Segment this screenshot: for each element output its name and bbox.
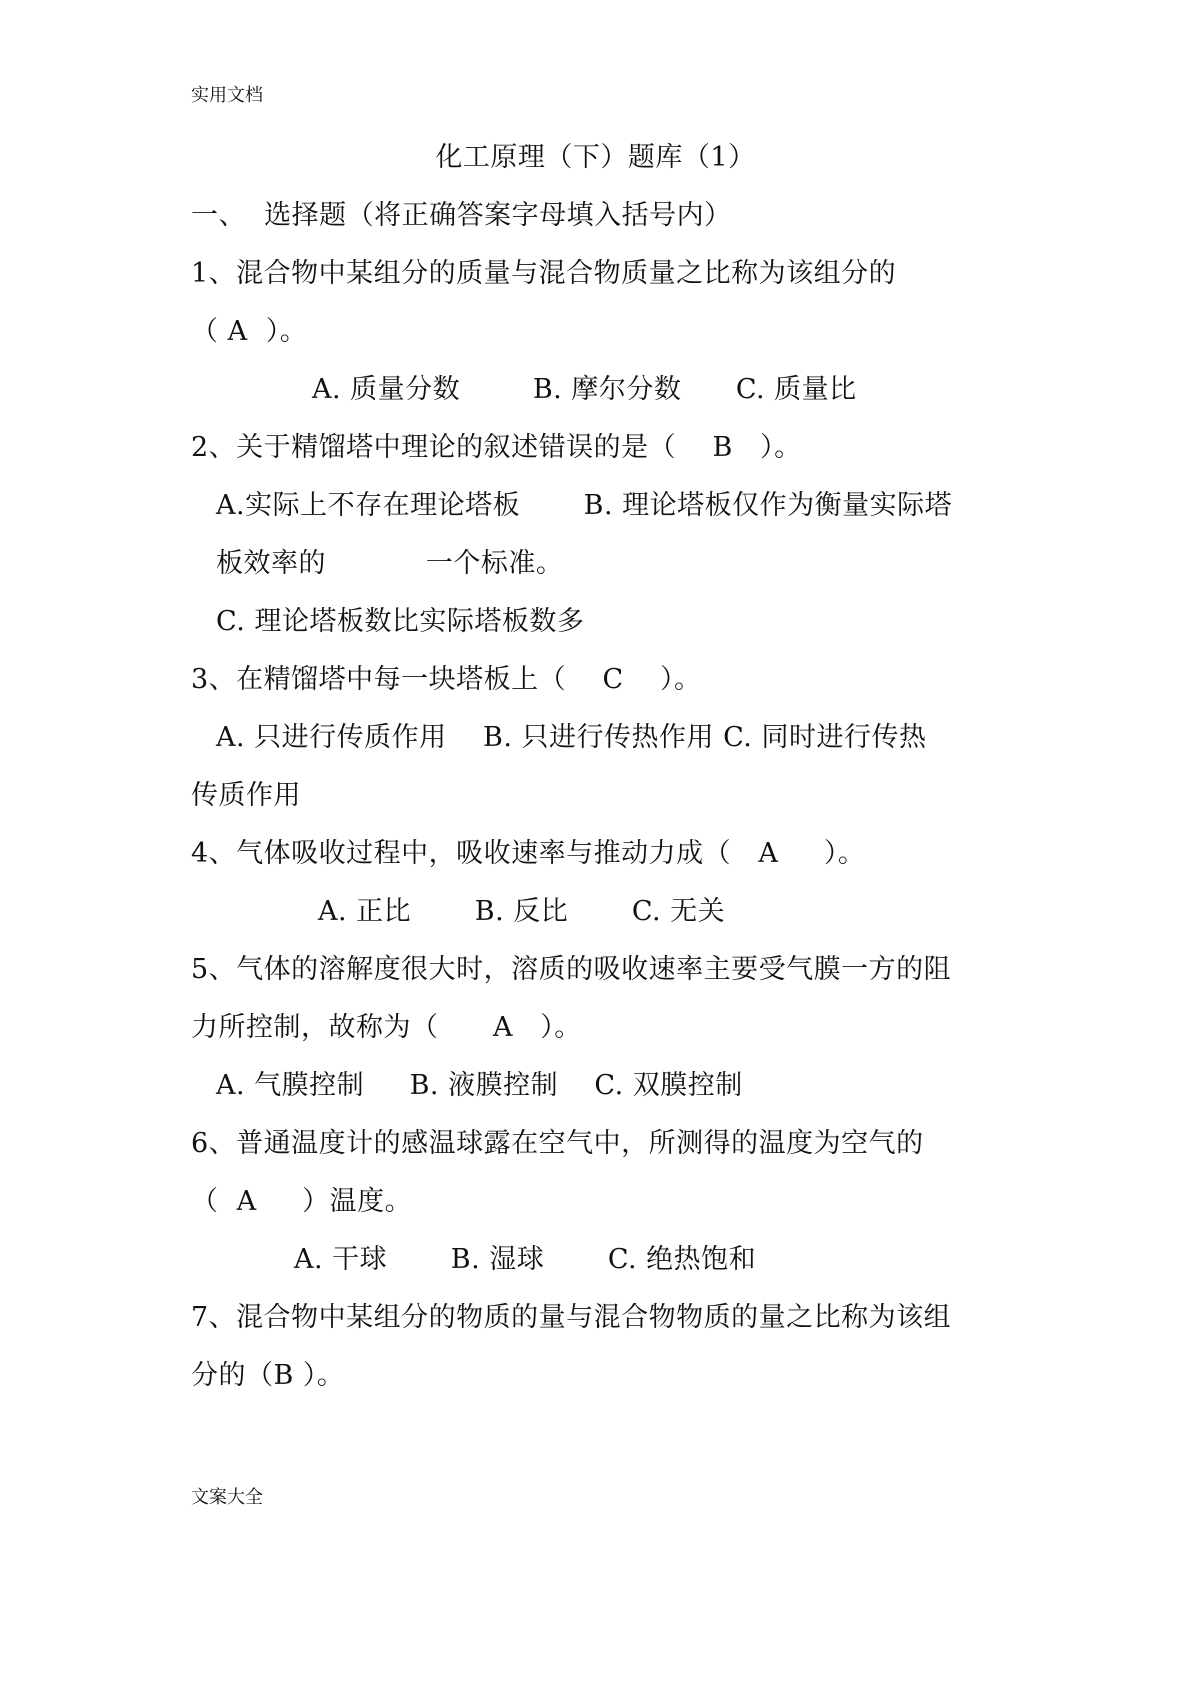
question-3-options-line1: A. 只进行传质作用 B. 只进行传热作用 C. 同时进行传热	[216, 722, 927, 753]
question-1-options: A. 质量分数 B. 摩尔分数 C. 质量比	[312, 374, 857, 405]
question-4-options: A. 正比 B. 反比 C. 无关	[318, 896, 726, 927]
question-2-options-line3: C. 理论塔板数比实际塔板数多	[216, 606, 585, 637]
document-title: 化工原理（下）题库（1）	[435, 142, 756, 173]
question-6-options: A. 干球 B. 湿球 C. 绝热饱和	[294, 1244, 757, 1275]
question-7-stem-line1: 7、混合物中某组分的物质的量与混合物物质的量之比称为该组	[191, 1302, 952, 1333]
page-header: 实用文档	[191, 85, 263, 106]
page-footer: 文案大全	[191, 1487, 263, 1508]
section-heading: 一、 选择题（将正确答案字母填入括号内）	[191, 200, 732, 231]
question-5-options: A. 气膜控制 B. 液膜控制 C. 双膜控制	[216, 1070, 743, 1101]
question-5-stem-line1: 5、气体的溶解度很大时，溶质的吸收速率主要受气膜一方的阻	[191, 954, 952, 985]
question-3-stem-line1: 3、在精馏塔中每一块塔板上（ C ）。	[191, 664, 702, 695]
question-2-stem-line1: 2、关于精馏塔中理论的叙述错误的是（ B ）。	[191, 432, 802, 463]
question-7-stem-line2: 分的（B ）。	[191, 1360, 345, 1391]
question-1-stem-line2: （ A ）。	[191, 316, 308, 347]
question-3-options-line2: 传质作用	[191, 780, 301, 811]
question-6-stem-line1: 6、普通温度计的感温球露在空气中，所测得的温度为空气的	[191, 1128, 924, 1159]
question-5-stem-line2: 力所控制，故称为（ A ）。	[191, 1012, 582, 1043]
question-1-stem-line1: 1、混合物中某组分的质量与混合物质量之比称为该组分的	[191, 258, 897, 289]
question-2-options-line1: A.实际上不存在理论塔板 B. 理论塔板仅作为衡量实际塔	[216, 490, 953, 521]
question-2-options-line2: 板效率的 一个标准。	[216, 548, 564, 579]
question-4-stem-line1: 4、气体吸收过程中，吸收速率与推动力成（ A ）。	[191, 838, 866, 869]
question-6-stem-line2: （ A ）温度。	[191, 1186, 413, 1217]
